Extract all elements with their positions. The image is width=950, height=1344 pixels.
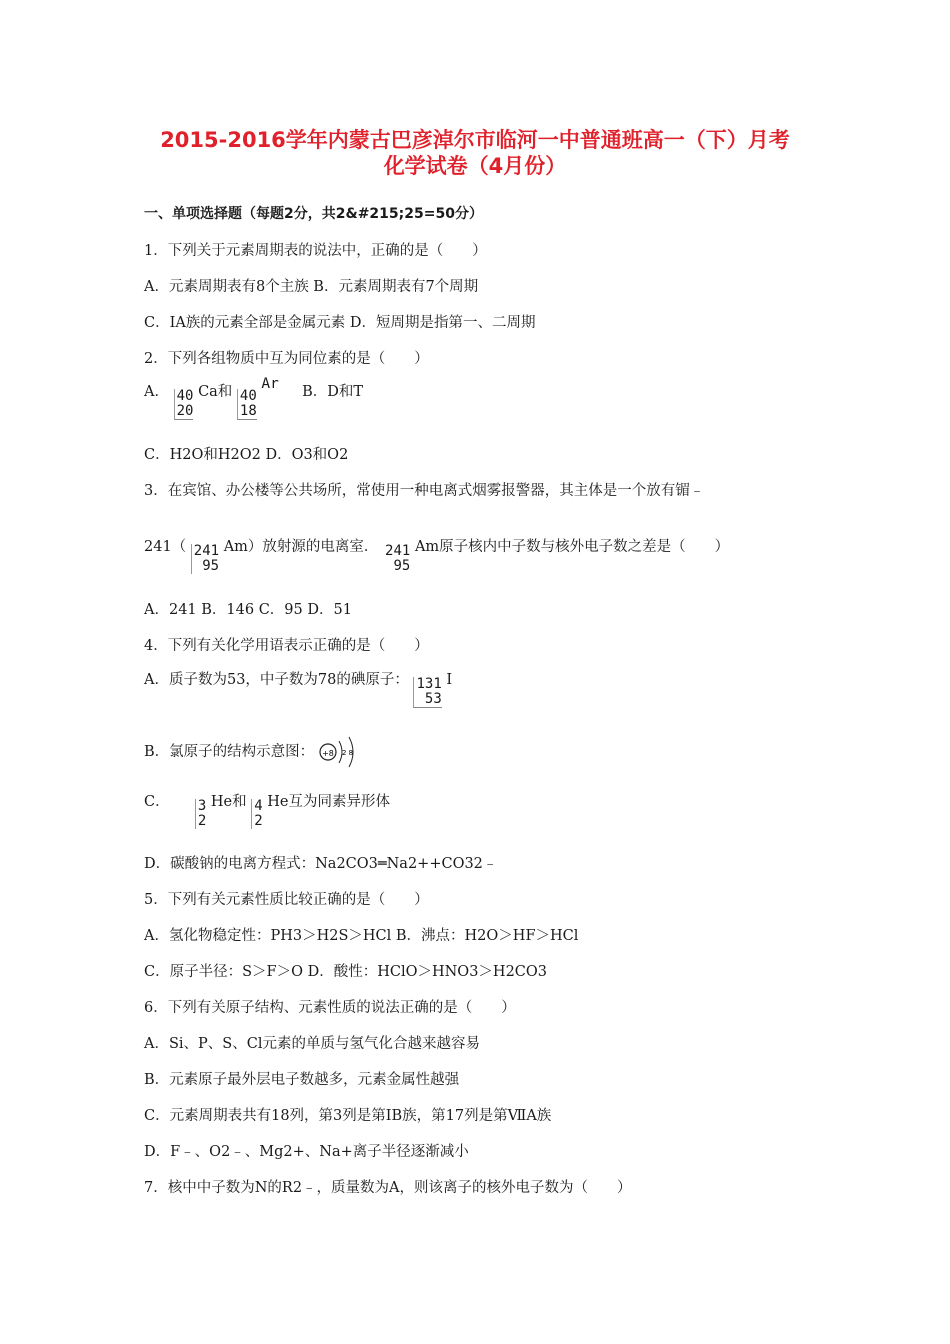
isotope-am [191,539,219,574]
q5-options-cd: C．原子半径：S＞F＞O D．酸性：HClO＞HNO3＞H2CO3 [144,964,547,980]
he3-mass: 3 [197,798,207,814]
q2-stem: 2．下列各组物质中互为同位素的是（ ） [144,351,429,367]
isotope-he4 [251,794,262,829]
atom-shell-counts: 2 8 [341,749,353,757]
q5-options-ab: A．氢化物稳定性：PH3＞H2S＞HCl B．沸点：H2O＞HF＞HCl [144,928,579,944]
q2-option-cd: C．H2O和H2O2 D．O3和O2 [144,447,349,463]
q6-option-c: C．元素周期表共有18列，第3列是第ⅠB族，第17列是第ⅦA族 [144,1108,552,1124]
i-z: 53 [424,691,442,707]
isotope-am-2 [383,539,410,574]
q6-option-d: D．F﹣、O2﹣、Mg2+、Na+离子半径逐渐减小 [144,1144,469,1160]
q5-stem: 5．下列有关元素性质比较正确的是（ ） [144,892,429,908]
q3-stem-cont [144,535,729,574]
q7-stem: 7．核中中子数为N的R2﹣，质量数为A，则该离子的核外电子数为（ ） [144,1180,632,1196]
q4-option-a [144,668,452,708]
ca-z: 20 [176,403,194,419]
q4-option-b [144,735,359,769]
q4-b-text: B．氯原子的结构示意图： [144,744,315,760]
q6-option-b: B．元素原子最外层电子数越多，元素金属性越强 [144,1072,460,1088]
isotope-he3 [195,794,206,829]
q1-options-ab: A．元素周期表有8个主族 B．元素周期表有7个周期 [144,279,479,295]
atom-nucleus-label: +8 [321,749,334,758]
q3-mid: Am）放射源的电离室． [223,539,379,555]
q4-option-d: D．碳酸钠的电离方程式：Na2CO3═Na2++CO32﹣ [144,856,498,872]
ca-mass: 40 [176,388,194,404]
ar-symbol: Ar [261,376,279,392]
q1-options-cd: C．IA族的元素全部是金属元素 D．短周期是指第一、二周期 [144,315,536,331]
q4-stem: 4．下列有关化学用语表示正确的是（ ） [144,638,429,654]
exam-title-line2: 化学试卷（4月份） [383,154,567,178]
q2-a-prefix: A． [144,384,169,400]
q6-stem: 6．下列有关原子结构、元素性质的说法正确的是（ ） [144,1000,516,1016]
atom-structure-diagram [319,735,359,769]
q6-option-a: A．Si、P、S、Cl元素的单质与氢气化合越来越容易 [144,1036,480,1052]
q2-option-b: B．D和T [302,384,364,400]
exam-title-line1: 2015-2016学年内蒙古巴彦淖尔市临河一中普通班高一（下）月考 [160,128,790,152]
ar-z: 18 [239,403,257,419]
he3-symbol: He和 [210,794,247,810]
isotope-i [413,672,441,708]
isotope-ca [174,384,194,420]
section-heading: 一、单项选择题（每题2分，共2&#215;25=50分） [144,206,483,222]
he3-z: 2 [197,813,207,829]
ar-mass: 40 [239,388,257,404]
q3-pre: 241（ [144,539,187,555]
q3-options: A．241 B．146 C．95 D．51 [144,602,352,618]
am-z: 95 [202,558,220,574]
isotope-ar [237,384,257,420]
he4-symbol: He互为同素异形体 [267,794,390,810]
am2-z: 95 [393,558,411,574]
i-mass: 131 [416,676,442,692]
i-symbol: I [446,672,453,688]
q1-stem: 1．下列关于元素周期表的说法中，正确的是（ ） [144,243,487,259]
q4-a-text: A．质子数为53，中子数为78的碘原子： [144,672,409,688]
ca-symbol: Ca和 [198,384,233,400]
q4-option-c [144,790,390,829]
q4-c-prefix: C． [144,794,170,810]
am-mass: 241 [193,543,220,559]
he4-mass: 4 [254,798,263,814]
q3-post: Am原子核内中子数与核外电子数之差是（ ） [414,539,730,555]
q3-stem: 3．在宾馆、办公楼等公共场所，常使用一种电离式烟雾报警器，其主体是一个放有镅﹣ [144,483,705,499]
am2-mass: 241 [385,543,411,559]
he4-z: 2 [254,813,263,829]
q2-option-ab [144,376,364,420]
